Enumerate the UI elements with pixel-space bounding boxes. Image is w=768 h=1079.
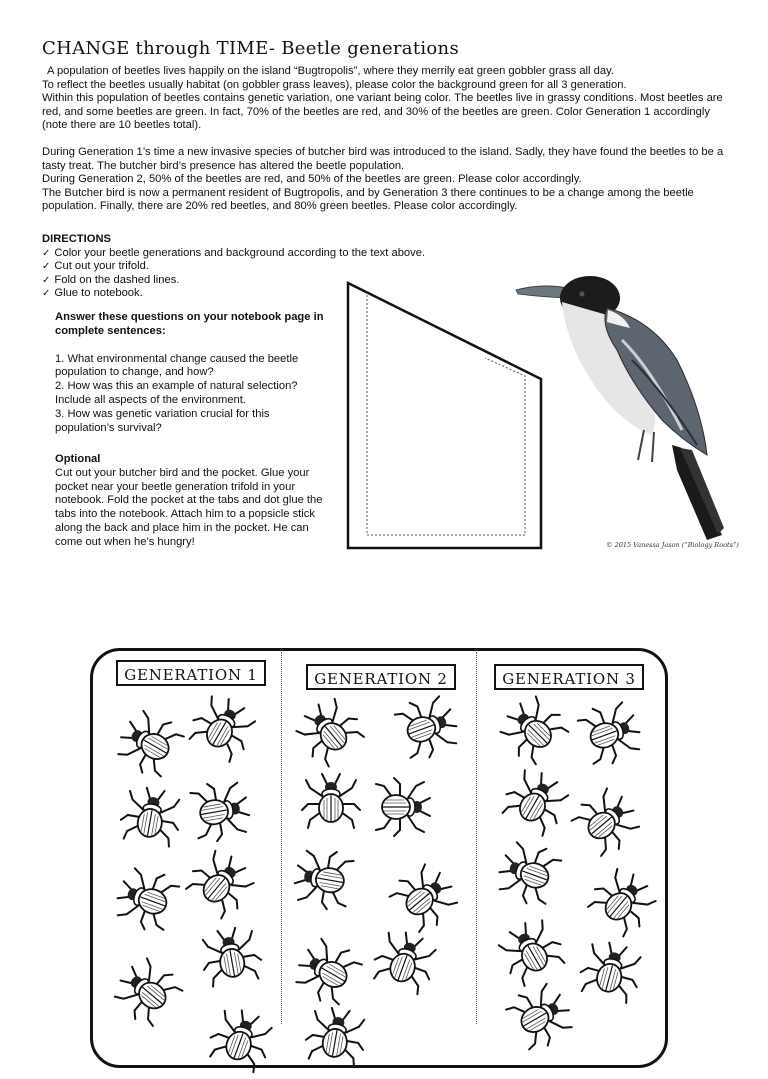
beetle-icon	[287, 843, 359, 915]
intro-paragraph-4: During Generation 1’s time a new invasive species of butcher bird was introduced to the island. Sadly, they have found the beetles to be a tasty treat. The butcher bird’s presence has altered the beetle population.	[42, 145, 724, 172]
optional-heading: Optional	[55, 453, 101, 465]
butcher-bird-icon	[512, 270, 727, 545]
generation-2-label: GENERATION 2	[306, 664, 456, 690]
optional-section	[55, 453, 325, 550]
beetle-icon	[115, 780, 187, 852]
beetle-icon	[300, 770, 362, 832]
direction-item	[42, 247, 462, 261]
page-title: CHANGE through TIME- Beetle generations	[42, 38, 459, 59]
beetle-icon	[195, 920, 267, 992]
intro-paragraph-2: To reflect the beetles usually habitat (on gobbler grass leaves), please color the background green for all 3 generation.	[42, 78, 627, 91]
optional-text: Cut out your butcher bird and the pocket. Glue your pocket near your beetle generation trifold in your notebook. Fold the pocket at the tabs and dot glue the tabs into the notebook. Attach him to a popsicle stick along the back and place him in the pocket. He can come out when he’s hungry!	[55, 466, 323, 548]
direction-item-label: Fold on the dashed lines.	[54, 273, 180, 286]
beetle-icon	[372, 776, 434, 838]
intro-paragraph-3: Within this population of beetles contains genetic variation, one variant being color. The beetles live in grassy conditions. Most beetles are red, and some beetles are green. In fact, 70% of the beetles are red, and 30% of the beetles are green. Color Generation 1 accordingly (note there are 10 beetles total).	[42, 92, 723, 132]
fold-line	[476, 652, 477, 1024]
intro-paragraph-1: A population of beetles lives happily on the island “Bugtropolis”, where they merrily eat green gobbler grass all day.	[47, 65, 614, 77]
generation-1-label: GENERATION 1	[116, 660, 266, 686]
question-item: 1. What environmental change caused the beetle population to change, and how?	[55, 352, 299, 379]
questions-heading: Answer these questions on your notebook page in complete sentences:	[55, 311, 324, 337]
direction-item-label: Color your beetle generations and background according to the text above.	[54, 246, 426, 259]
intro-paragraph-6: The Butcher bird is now a permanent resident of Bugtropolis, and by Generation 3 there continues to be a change among the beetle population. Finally, there are 20% red beetles, and 80% green beetles. Please color accordingly.	[42, 186, 694, 213]
credit-text: © 2015 Vanessa Jason (“Biology Roots”)	[606, 541, 739, 549]
intro-paragraph-5: During Generation 2, 50% of the beetles are red, and 50% of the beetles are green. Please color accordingly.	[42, 173, 582, 186]
generation-3-label: GENERATION 3	[494, 664, 644, 690]
questions-section	[55, 311, 325, 435]
direction-item-label: Glue to notebook.	[54, 287, 143, 300]
question-item: 2. How was this an example of natural selection? Include all aspects of the environment.	[55, 380, 298, 406]
question-item: 3. How was genetic variation crucial for this population’s survival?	[55, 407, 270, 434]
intro-text	[42, 65, 732, 214]
beetle-icon	[300, 1000, 372, 1072]
directions-heading: DIRECTIONS	[42, 233, 111, 245]
direction-item-label: Cut out your trifold.	[54, 260, 149, 273]
fold-line	[281, 652, 282, 1024]
direction-item	[42, 260, 462, 274]
beetle-icon	[185, 775, 257, 847]
